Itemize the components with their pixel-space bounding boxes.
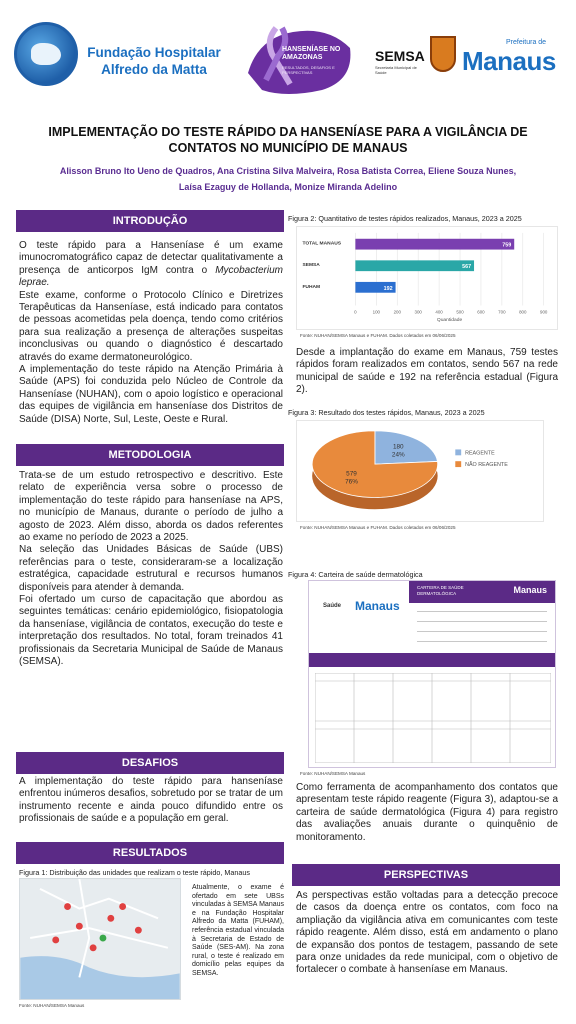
map-pin bbox=[52, 937, 59, 944]
x-tick-label: 600 bbox=[477, 309, 485, 315]
map-pin bbox=[135, 927, 142, 934]
card-purple-strip bbox=[309, 653, 555, 667]
map-pin bbox=[64, 903, 71, 910]
intro-p1a: O teste rápido para a Hanseníase é um exame imunocromatográfico capaz de detectar qualitativamente a presença de anticorpos IgM contra o bbox=[19, 240, 283, 276]
authors: Alisson Bruno Ito Ueno de Quadros, Ana Cristina Silva Malveira, Rosa Batista Correa, Eliene Souza Nunes, Laísa Ezaguy de Hollanda, Monize Miranda Adelino bbox=[59, 166, 517, 192]
map-pin bbox=[90, 944, 97, 951]
fig2-text: Desde a implantação do exame em Manaus, 759 testes rápidos foram realizados em contatos, sendo 567 na rede municipal de saúde e 192 na referência estadual (Figura 2). bbox=[296, 347, 558, 396]
units-map bbox=[19, 878, 181, 1000]
fha-logo bbox=[14, 22, 78, 86]
desafios-text: A implementação do teste rápido para hanseníase enfrentou inúmeros desafios, sobretudo por se tratar de um instrumento recente e ainda pouco difundido entre os profissionais de saúde e a população em geral. bbox=[19, 776, 283, 825]
x-tick-label: 300 bbox=[414, 309, 422, 315]
heading-desafios: DESAFIOS bbox=[16, 752, 284, 774]
metodo-p3: Foi ofertado um curso de capacitação que abordou as seguintes temáticas: cenário epidemiológico, fisiopatologia da hanseníase, vigilância de contatos, execução do teste e interpretação dos resultados. No total, foram treinados 41 profissionais da Secretaria Municipal de Saúde de Manaus (SEMSA). bbox=[19, 594, 283, 668]
card-field-line bbox=[417, 641, 547, 642]
map-pin bbox=[107, 915, 114, 922]
card-field-line bbox=[417, 631, 547, 632]
campaign-subtitle: RESULTADOS, DESAFIOS E PERSPECTIVAS bbox=[282, 65, 335, 75]
x-tick-label: 0 bbox=[354, 309, 357, 315]
x-tick-label: 500 bbox=[456, 309, 464, 315]
legend-swatch bbox=[455, 449, 461, 455]
prefeitura-label: Prefeitura de bbox=[506, 39, 547, 46]
map-pin bbox=[119, 903, 126, 910]
intro-p1b: Mycobacterium leprae. bbox=[19, 264, 283, 289]
data-label: 192 bbox=[383, 285, 393, 292]
fig1-source: Fonte: NUHAN/SEMSA Manaus bbox=[19, 1003, 85, 1008]
slice-value-label: 579 bbox=[346, 470, 357, 478]
card-field-line bbox=[417, 621, 547, 622]
card-saude-label: Saúde bbox=[323, 603, 342, 609]
fig2-caption: Figura 2: Quantitativo de testes rápidos realizados, Manaus, 2023 a 2025 bbox=[288, 214, 522, 223]
legend-swatch bbox=[455, 461, 461, 467]
slice-value-label: 180 bbox=[392, 443, 404, 451]
pie-slice bbox=[375, 431, 438, 464]
card-left-header bbox=[309, 581, 409, 625]
results-pie-chart bbox=[296, 420, 544, 522]
manaus-logo-text: Manaus bbox=[462, 46, 556, 76]
card-right-header bbox=[409, 581, 555, 603]
category-label: SEMSA bbox=[302, 263, 320, 269]
bar bbox=[355, 239, 514, 250]
heading-perspectivas: PERSPECTIVAS bbox=[292, 864, 560, 886]
resultados-text: Atualmente, o exame é ofertado em sete UBSs vinculadas à SEMSA Manaus e na Fundação Hospitalar Alfredo da Matta (FUHAM), referência estadual vinculada à Secretaria de Estado de Saúde (SES-AM). Na zona rural, o teste é realizado em domicílio pelas equipes da SEMSA. bbox=[192, 884, 284, 977]
campaign-title: HANSENÍASE NO AMAZONAS bbox=[282, 46, 341, 61]
card-manaus-left: Manaus bbox=[355, 599, 400, 613]
x-tick-label: 400 bbox=[435, 309, 443, 315]
metodo-p1: Trata-se de um estudo retrospectivo e descritivo. Este relato de experiência versa sobre o processo de implementação do teste rápido para hanseníase na APS, no município de Manaus, durante o período de julho a agosto de 2023. Além disso, aborda os dados referentes ao exame no período de 2023 a 2025. bbox=[19, 470, 283, 544]
fig3-caption: Figura 3: Resultado dos testes rápidos, Manaus, 2023 a 2025 bbox=[288, 408, 485, 417]
map-pin-green bbox=[100, 935, 107, 942]
legend-label: NÃO REAGENTE bbox=[465, 462, 508, 469]
heading-introducao: INTRODUÇÃO bbox=[16, 210, 284, 232]
manaus-crest-icon bbox=[430, 36, 456, 72]
semsa-logo-text: SEMSA bbox=[375, 48, 425, 64]
metodo-p2: Na seleção das Unidades Básicas de Saúde (UBS) referências para o teste, consideraram-se a localização estratégica, capacidade estrutural e recursos humanos disponíveis para atender à demanda. bbox=[19, 544, 283, 593]
category-label: TOTAL MANAUS bbox=[302, 241, 342, 247]
institution-name: Fundação Hospitalar Alfredo da Matta bbox=[87, 45, 221, 77]
poster-title: IMPLEMENTAÇÃO DO TESTE RÁPIDO DA HANSENÍASE PARA A VIGILÂNCIA DE CONTATOS NO MUNICÍPIO DE MANAUS bbox=[48, 125, 528, 155]
perspectivas-text: As perspectivas estão voltadas para a detecção precoce de casos da doença entre os contatos, com foco na ampliação da vigilância ativa em comunicantes com teste rápido reagente. Além disso, está em andamento o plano de expansão dos pontos de testagem, passando de sete para onze unidades da rede municipal, com o objetivo de fortalecer o combate à hanseníase em Manaus. bbox=[296, 890, 558, 976]
fig1-caption: Figura 1: Distribuição das unidades que realizam o teste rápido, Manaus bbox=[19, 868, 250, 877]
heading-resultados: RESULTADOS bbox=[16, 842, 284, 864]
fig3-source: Fonte: NUHAN/SEMSA Manaus e FUHAM. Dados coletados em 06/06/2025 bbox=[300, 525, 456, 530]
intro-p3: A implementação do teste rápido na Atenção Primária à Saúde (APS) foi conduzida pelo Núcleo de Controle da Hanseníase (NUHAN), com o apoio logístico e operacional das equipes de vigilância em hanseníase dos Distritos de Saúde (DISA) Norte, Sul, Leste, Oeste e Rural. bbox=[19, 364, 283, 425]
health-card-image bbox=[308, 580, 556, 768]
data-label: 567 bbox=[462, 264, 472, 271]
fig4-source: Fonte: NUHAN/SEMSA Manaus bbox=[300, 771, 366, 776]
x-tick-label: 200 bbox=[393, 309, 401, 315]
x-tick-label: 700 bbox=[498, 309, 506, 315]
x-tick-label: 100 bbox=[372, 309, 381, 315]
card-title: CARTEIRA DE SAÚDE DERMATOLÓGICA bbox=[417, 585, 464, 596]
fig4-caption: Figura 4: Carteira de saúde dermatológica bbox=[288, 570, 423, 579]
fig4-text: Como ferramenta de acompanhamento dos contatos que apresentam teste rápido reagente (Figura 3), adaptou-se a carteira de saúde dermatológica (Figura 4) para registro das avaliações anuais durante o quinquênio de monitoramento. bbox=[296, 782, 558, 843]
metodologia-text bbox=[19, 470, 283, 669]
data-label: 759 bbox=[502, 242, 512, 249]
slice-percent-label: 24% bbox=[391, 451, 405, 459]
semsa-subtitle: Secretaria Municipal de Saúde bbox=[375, 65, 417, 75]
card-manaus-right: Manaus bbox=[513, 585, 547, 595]
introducao-text bbox=[19, 240, 283, 426]
heading-metodologia: METODOLOGIA bbox=[16, 444, 284, 466]
x-axis-label: Quantidade bbox=[436, 318, 463, 324]
tests-bar-chart bbox=[296, 226, 558, 330]
x-tick-label: 800 bbox=[519, 309, 527, 315]
legend-label: REAGENTE bbox=[465, 450, 495, 457]
category-label: FUHAM bbox=[302, 284, 321, 290]
bar bbox=[355, 260, 474, 271]
x-tick-label: 900 bbox=[540, 309, 548, 315]
map-pin bbox=[76, 923, 83, 930]
intro-p2: Este exame, conforme o Protocolo Clínico e Diretrizes Terapêuticas da Hanseníase, está indicado para contatos de pessoas acometidas pela doença, tendo como critérios para sua realização a presença de alterações suspeitas inconclusivas ou quando o diagnóstico é descartado através do exame dermatoneurológico. bbox=[19, 289, 283, 363]
card-exam-grid bbox=[315, 673, 551, 763]
card-field-line bbox=[417, 611, 547, 612]
fig2-source: Fonte: NUHAN/SEMSA Manaus e FUHAM. Dados coletados em 06/06/2025 bbox=[300, 333, 456, 338]
slice-percent-label: 76% bbox=[345, 478, 358, 486]
